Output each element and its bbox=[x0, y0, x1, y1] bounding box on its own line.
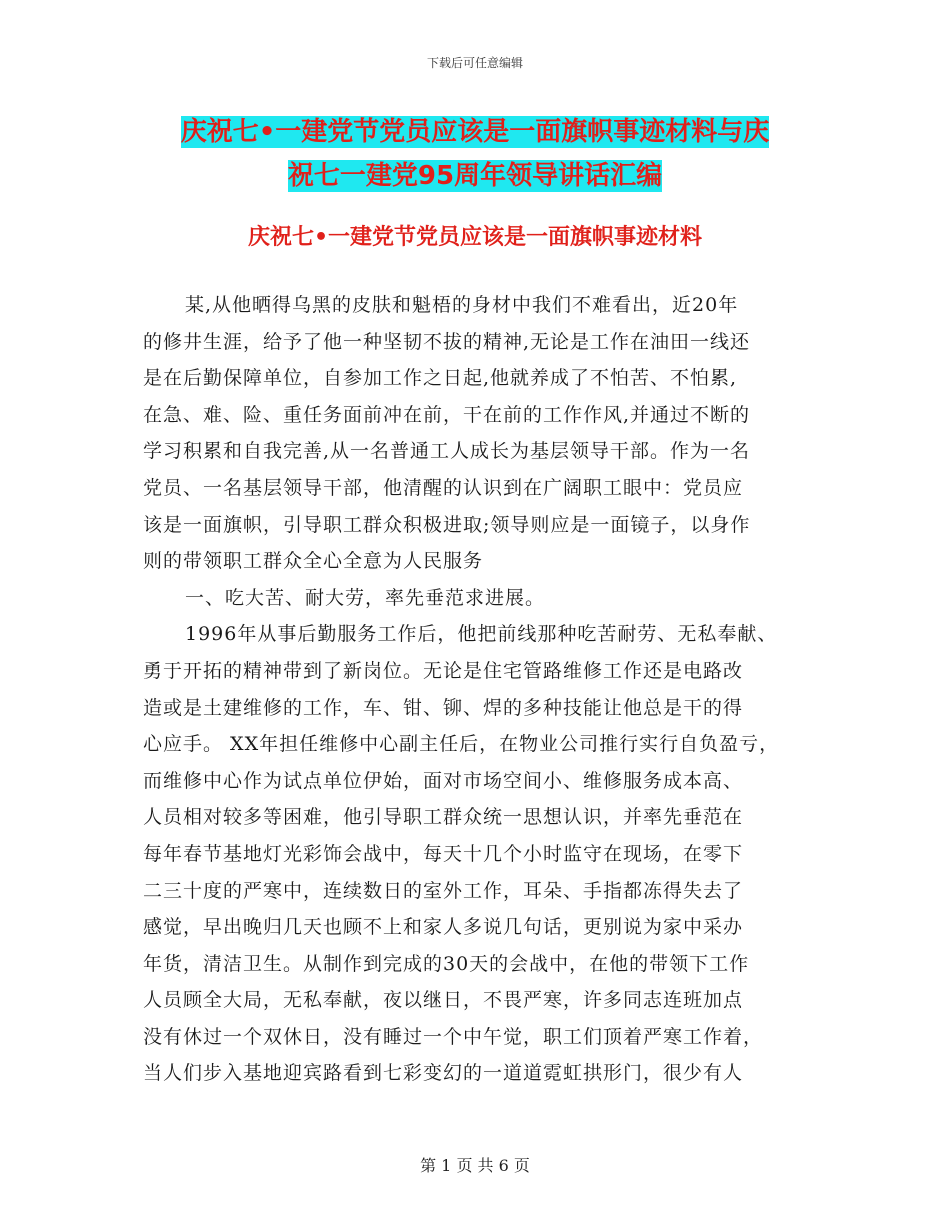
title-line-1: 庆祝七•一建党节党员应该是一面旗帜事迹材料与庆 bbox=[180, 117, 770, 147]
text-line: 勇于开拓的精神带到了新岗位。无论是住宅管路维修工作还是电路改 bbox=[143, 659, 744, 682]
text-line: 二三十度的严寒中，连续数日的室外工作，耳朵、手指都冻得失去了 bbox=[143, 879, 744, 902]
page-number: 第 1 页 共 6 页 bbox=[420, 1156, 530, 1175]
text-line: 某,从他晒得乌黑的皮肤和魁梧的身材中我们不难看出，近20年 bbox=[185, 294, 739, 316]
text-line: 每年春节基地灯光彩饰会战中，每天十几个小时监守在现场，在零下 bbox=[143, 842, 744, 865]
section-heading: 一、吃大苦、耐大劳，率先垂范求进展。 bbox=[185, 586, 546, 609]
text-line: 学习积累和自我完善,从一名普通工人成长为基层领导干部。作为一名 bbox=[143, 440, 751, 463]
title-line-2: 祝七一建党95周年领导讲话汇编 bbox=[287, 161, 663, 191]
text-line: 造或是土建维修的工作，车、钳、铆、焊的多种技能让他总是干的得 bbox=[143, 696, 744, 719]
text-line: 而维修中心作为试点单位伊始，面对市场空间小、维修服务成本高、 bbox=[143, 769, 744, 792]
text-line: 是在后勤保障单位，自参加工作之日起,他就养成了不怕苦、不怕累, bbox=[143, 367, 738, 390]
body-text bbox=[143, 287, 823, 1092]
text-line: 人员相对较多等困难，他引导职工群众统一思想认识，并率先垂范在 bbox=[143, 806, 744, 829]
text-line: 在急、难、险、重任务面前冲在前，干在前的工作作风,并通过不断的 bbox=[143, 403, 751, 426]
text-line: 年货，清洁卫生。从制作到完成的30天的会战中，在他的带领下工作 bbox=[143, 952, 750, 975]
text-line: 当人们步入基地迎宾路看到七彩变幻的一道道霓虹拱形门，很少有人 bbox=[143, 1062, 744, 1085]
section-title: 庆祝七•一建党节党员应该是一面旗帜事迹材料 bbox=[247, 225, 703, 250]
text-line: 感觉，早出晚归几天也顾不上和家人多说几句话，更别说为家中采办 bbox=[143, 916, 744, 939]
text-line: 的修井生涯，给予了他一种坚韧不拔的精神,无论是工作在油田一线还 bbox=[143, 330, 751, 353]
document-title bbox=[120, 110, 830, 198]
text-line: 该是一面旗帜，引导职工群众积极进取;领导则应是一面镜子，以身作 bbox=[143, 513, 751, 536]
header-note: 下载后可任意编辑 bbox=[426, 56, 523, 70]
text-line: 党员、一名基层领导干部，他清醒的认识到在广阔职工眼中：党员应 bbox=[143, 476, 744, 499]
text-line: 人员顾全大局，无私奉献，夜以继日，不畏严寒，许多同志连班加点 bbox=[143, 989, 744, 1012]
text-line: 没有休过一个双休日，没有睡过一个中午觉，职工们顶着严寒工作着， bbox=[143, 1025, 764, 1048]
text-line: 心应手。 XX年担任维修中心副主任后，在物业公司推行实行自负盈亏， bbox=[143, 733, 780, 756]
text-line: 则的带领职工群众全心全意为人民服务 bbox=[143, 550, 484, 573]
text-line: 1996年从事后勤服务工作后，他把前线那种吃苦耐劳、无私奉献、 bbox=[185, 623, 778, 646]
